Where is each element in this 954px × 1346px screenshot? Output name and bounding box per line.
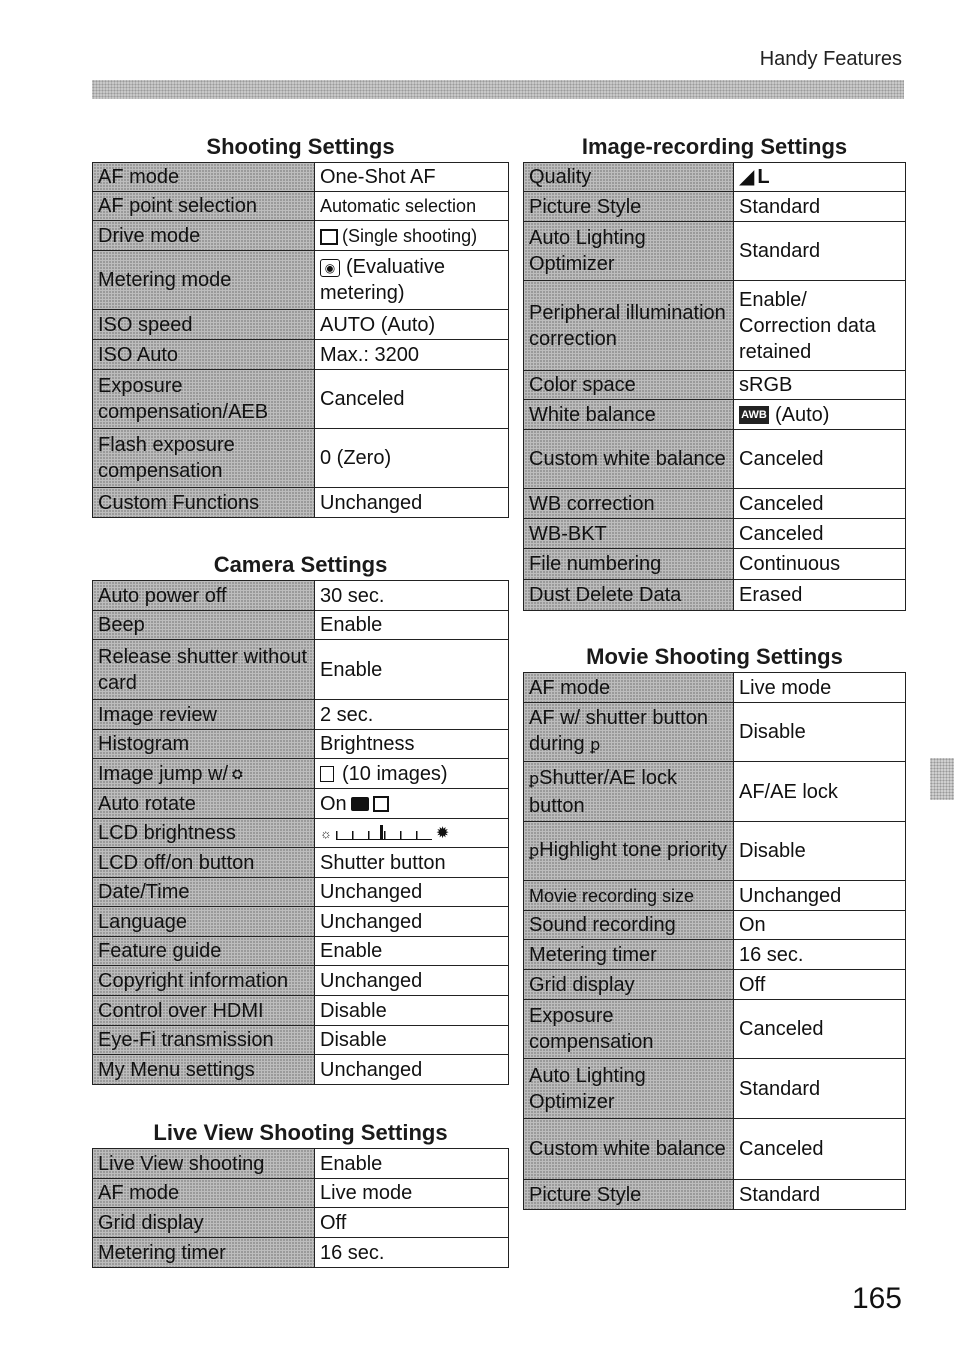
table-row <box>93 907 509 937</box>
setting-value: 0 (Zero) <box>315 429 509 488</box>
table-row <box>93 192 509 221</box>
shooting-settings-table <box>92 162 509 518</box>
setting-value: AUTO (Auto) <box>315 310 509 340</box>
setting-value: Canceled <box>734 1119 906 1180</box>
liveview-settings-title: Live View Shooting Settings <box>153 1120 448 1145</box>
setting-name: Control over HDMI <box>93 996 315 1026</box>
table-row <box>524 881 906 911</box>
setting-name: Exposure compensation/AEB <box>93 370 315 429</box>
setting-name <box>524 762 734 822</box>
setting-name: ISO speed <box>93 310 315 340</box>
single-shooting-icon <box>320 229 338 245</box>
setting-value: Enable <box>315 611 509 640</box>
liveview-settings-table <box>92 1148 509 1268</box>
slider-track <box>336 829 432 840</box>
section-side-tab <box>930 758 954 800</box>
table-row <box>93 429 509 488</box>
evaluative-metering-icon: ◉ <box>320 259 340 277</box>
camera-settings-title: Camera Settings <box>213 552 388 577</box>
table-row <box>93 310 509 340</box>
setting-value: Disable <box>315 1026 509 1055</box>
table-row <box>524 489 906 519</box>
setting-value: Standard <box>734 1180 906 1210</box>
setting-value-text: On <box>320 792 347 815</box>
table-row <box>93 340 509 370</box>
header-bar <box>92 80 904 99</box>
setting-value: On <box>734 911 906 940</box>
movie-icon: ꝑ <box>590 737 601 754</box>
setting-value: Shutter button <box>315 848 509 878</box>
setting-name: Picture Style <box>524 192 734 222</box>
setting-value: Enable <box>315 937 509 966</box>
setting-value <box>315 759 509 789</box>
table-row <box>524 1180 906 1210</box>
setting-name: Language <box>93 907 315 937</box>
table-row <box>524 911 906 940</box>
setting-value: Canceled <box>734 1000 906 1059</box>
table-row <box>93 966 509 996</box>
setting-name: Auto Lighting Optimizer <box>524 222 734 281</box>
table-row <box>93 878 509 907</box>
setting-name: File numbering <box>524 549 734 580</box>
movie-shooting-settings-title: Movie Shooting Settings <box>586 644 843 669</box>
table-row <box>524 163 906 192</box>
header-label: Handy Features <box>759 48 902 70</box>
awb-icon: AWB <box>739 406 769 424</box>
setting-name: Eye-Fi transmission <box>93 1026 315 1055</box>
movie-icon: ꝑ <box>529 843 540 860</box>
image-recording-settings-table <box>523 162 906 611</box>
setting-name: ISO Auto <box>93 340 315 370</box>
table-row <box>93 700 509 730</box>
setting-name: Grid display <box>93 1208 315 1238</box>
table-row <box>524 580 906 611</box>
table-row <box>93 1179 509 1208</box>
shooting-settings-title: Shooting Settings <box>206 134 395 159</box>
setting-value: Canceled <box>315 370 509 429</box>
table-row <box>93 1208 509 1238</box>
table-row <box>524 281 906 371</box>
setting-name: White balance <box>524 400 734 430</box>
table-row <box>93 1238 509 1268</box>
setting-value: 16 sec. <box>315 1238 509 1268</box>
setting-value <box>315 251 509 310</box>
table-row <box>524 762 906 822</box>
setting-name: Custom Functions <box>93 488 315 518</box>
setting-value: AF/AE lock <box>734 762 906 822</box>
setting-name: LCD brightness <box>93 819 315 848</box>
quality-fine-icon: ◢ <box>739 166 755 188</box>
sun-dim-icon: ☼ <box>320 826 332 841</box>
setting-value: Standard <box>734 222 906 281</box>
table-row <box>93 611 509 640</box>
setting-name <box>524 822 734 881</box>
setting-value <box>734 400 906 430</box>
setting-name: LCD off/on button <box>93 848 315 878</box>
setting-name: Auto power off <box>93 581 315 611</box>
setting-value: Brightness <box>315 730 509 759</box>
setting-value: Unchanged <box>315 1055 509 1085</box>
setting-value: Off <box>734 970 906 1000</box>
setting-name: Custom white balance <box>524 430 734 489</box>
setting-value: Unchanged <box>315 878 509 907</box>
camera-settings-section <box>92 550 509 1085</box>
setting-name: Quality <box>524 163 734 192</box>
setting-name: Custom white balance <box>524 1119 734 1180</box>
table-row <box>93 640 509 700</box>
setting-name: Auto Lighting Optimizer <box>524 1059 734 1119</box>
setting-value <box>315 819 509 848</box>
setting-value: Disable <box>734 703 906 762</box>
camera-settings-table <box>92 580 509 1085</box>
setting-value: 30 sec. <box>315 581 509 611</box>
setting-name: Exposure compensation <box>524 1000 734 1059</box>
setting-name: Movie recording size <box>524 881 734 911</box>
setting-value: Canceled <box>734 489 906 519</box>
setting-name: AF point selection <box>93 192 315 221</box>
setting-name <box>524 703 734 762</box>
sun-bright-icon: ✹ <box>435 825 450 842</box>
setting-name: My Menu settings <box>93 1055 315 1085</box>
setting-value: Continuous <box>734 549 906 580</box>
main-dial-icon: ⛭ <box>232 766 243 782</box>
setting-value: Canceled <box>734 430 906 489</box>
table-row <box>93 996 509 1026</box>
setting-value: Unchanged <box>315 488 509 518</box>
table-row <box>524 519 906 549</box>
camera-icon <box>351 797 369 811</box>
table-row <box>93 937 509 966</box>
movie-icon: ꝑ <box>529 770 540 788</box>
setting-value <box>734 163 906 192</box>
setting-name-text: Highlight tone priority <box>539 839 728 861</box>
file-icon <box>320 766 334 782</box>
setting-name: Image review <box>93 700 315 730</box>
setting-name: Live View shooting <box>93 1149 315 1179</box>
setting-value-text: (Single shooting) <box>342 225 478 246</box>
table-row <box>93 488 509 518</box>
table-row <box>93 1149 509 1179</box>
setting-name: Feature guide <box>93 937 315 966</box>
table-row <box>93 759 509 789</box>
setting-name: Copyright information <box>93 966 315 996</box>
setting-name: Peripheral illumination correction <box>524 281 734 371</box>
setting-value: Live mode <box>315 1179 509 1208</box>
table-row <box>93 1026 509 1055</box>
setting-value: Enable <box>315 640 509 700</box>
setting-name: Metering mode <box>93 251 315 310</box>
setting-value: Disable <box>734 822 906 881</box>
table-row <box>524 970 906 1000</box>
table-row <box>524 703 906 762</box>
setting-value-text: L <box>757 166 770 188</box>
table-row <box>93 819 509 848</box>
setting-name: Color space <box>524 371 734 400</box>
table-row <box>93 251 509 310</box>
setting-value <box>315 221 509 251</box>
setting-name: Metering timer <box>524 940 734 970</box>
table-row <box>93 789 509 819</box>
page-number: 165 <box>851 1282 902 1315</box>
setting-value: Erased <box>734 580 906 611</box>
movie-shooting-settings-section <box>523 642 906 1210</box>
table-row <box>93 163 509 192</box>
setting-name <box>93 759 315 789</box>
setting-name: AF mode <box>93 1179 315 1208</box>
table-row <box>524 371 906 400</box>
setting-name: WB correction <box>524 489 734 519</box>
setting-name: AF mode <box>524 673 734 703</box>
setting-name-text: AF w/ shutter button during <box>529 707 708 755</box>
table-row <box>524 940 906 970</box>
setting-value: Enable/ Correction data retained <box>734 281 906 371</box>
table-row <box>524 1119 906 1180</box>
table-row <box>524 222 906 281</box>
monitor-icon <box>373 796 389 812</box>
table-row <box>524 549 906 580</box>
table-row <box>524 400 906 430</box>
movie-shooting-settings-table <box>523 672 906 1210</box>
setting-name: WB-BKT <box>524 519 734 549</box>
setting-value: Max.: 3200 <box>315 340 509 370</box>
table-row <box>93 581 509 611</box>
setting-value: Live mode <box>734 673 906 703</box>
table-row <box>524 192 906 222</box>
setting-value: Unchanged <box>734 881 906 911</box>
table-row <box>93 848 509 878</box>
table-row <box>93 730 509 759</box>
setting-value-text: (10 images) <box>342 762 448 785</box>
table-row <box>93 1055 509 1085</box>
setting-name: Metering timer <box>93 1238 315 1268</box>
setting-value: Unchanged <box>315 966 509 996</box>
setting-value <box>315 789 509 819</box>
table-row <box>524 673 906 703</box>
setting-name: AF mode <box>93 163 315 192</box>
setting-value: Standard <box>734 192 906 222</box>
image-recording-settings-section <box>523 132 906 611</box>
setting-name: Dust Delete Data <box>524 580 734 611</box>
setting-value: 2 sec. <box>315 700 509 730</box>
setting-name: Sound recording <box>524 911 734 940</box>
setting-value: Standard <box>734 1059 906 1119</box>
setting-value: Automatic selection <box>315 192 509 221</box>
liveview-settings-section <box>92 1118 509 1268</box>
setting-value-text: (Evaluative metering) <box>320 256 445 304</box>
setting-name: Auto rotate <box>93 789 315 819</box>
setting-name: Grid display <box>524 970 734 1000</box>
setting-value: Canceled <box>734 519 906 549</box>
setting-name-text: Image jump w/ <box>98 762 229 785</box>
slider-knob <box>380 825 383 839</box>
setting-value: 16 sec. <box>734 940 906 970</box>
brightness-slider-icon <box>320 821 449 847</box>
setting-name: Flash exposure compensation <box>93 429 315 488</box>
setting-value: Off <box>315 1208 509 1238</box>
setting-name: Beep <box>93 611 315 640</box>
setting-name: Release shutter without card <box>93 640 315 700</box>
setting-value: One-Shot AF <box>315 163 509 192</box>
shooting-settings-section <box>92 132 509 518</box>
table-row <box>524 1000 906 1059</box>
setting-value: Disable <box>315 996 509 1026</box>
table-row <box>93 370 509 429</box>
table-row <box>524 1059 906 1119</box>
setting-name-text: Shutter/AE lock button <box>529 766 677 817</box>
setting-name: Date/Time <box>93 878 315 907</box>
setting-value: sRGB <box>734 371 906 400</box>
setting-name: Picture Style <box>524 1180 734 1210</box>
setting-value: Enable <box>315 1149 509 1179</box>
setting-value-text: (Auto) <box>775 403 830 426</box>
setting-name: Drive mode <box>93 221 315 251</box>
setting-name: Histogram <box>93 730 315 759</box>
table-row <box>524 430 906 489</box>
table-row <box>524 822 906 881</box>
table-row <box>93 221 509 251</box>
image-recording-settings-title: Image-recording Settings <box>581 134 848 159</box>
setting-value: Unchanged <box>315 907 509 937</box>
